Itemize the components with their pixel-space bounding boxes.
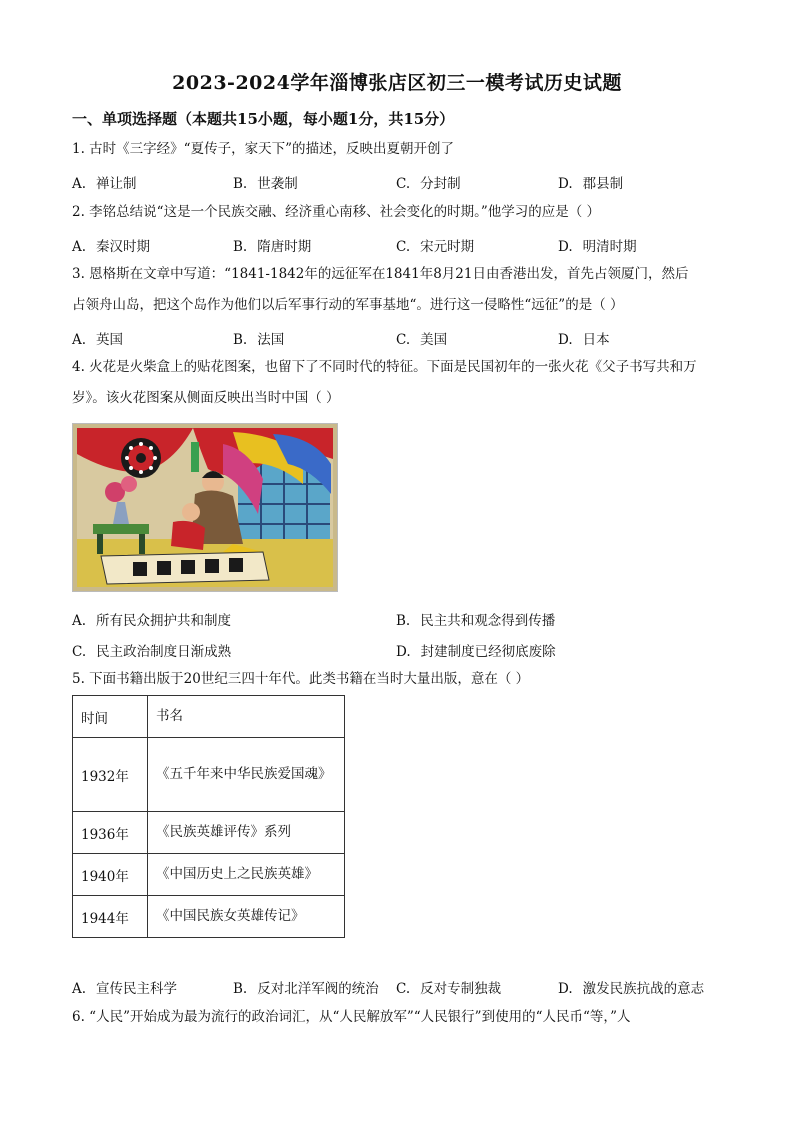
option-a[interactable]: A. 英国 [72, 332, 124, 348]
page-title: 2023-2024学年淄博张店区初三一模考试历史试题 [172, 72, 622, 94]
question-5 [72, 664, 722, 695]
question-text: 6. “人民”开始成为最为流行的政治词汇，从“人民解放军”“人民银行”到使用的“人民币“等，”人 [72, 1009, 631, 1025]
option-d[interactable]: D. 明清时期 [558, 239, 637, 255]
option-c[interactable]: C. 反对专制独裁 [396, 981, 502, 997]
question-text-line-1: 3. 恩格斯在文章中写道：“1841-1842年的远征军在1841年8月21日由香港出发，首先占领厦门，然后 [72, 266, 689, 282]
option-b[interactable]: B. 法国 [233, 332, 285, 348]
question-text: 2. 李铭总结说“这是一个民族交融、经济重心南移、社会变化的时期。”他学习的应是（ ） [72, 204, 601, 220]
question-text-line-1: 4. 火花是火柴盒上的贴花图案，也留下了不同时代的特征。下面是民国初年的一张火花《父子书写共和万 [72, 359, 697, 375]
option-a[interactable]: A. 秦汉时期 [72, 239, 151, 255]
table-header-title: 书名 [148, 696, 345, 738]
question-3-options [72, 328, 722, 348]
question-5-options [72, 977, 722, 997]
question-4 [72, 352, 722, 414]
option-c[interactable]: C. 美国 [396, 332, 448, 348]
table-row: 1940年 《中国历史上之民族英雄》 [73, 854, 345, 896]
option-b[interactable]: B. 反对北洋军阀的统治 [233, 981, 379, 997]
option-b[interactable]: B. 世袭制 [233, 176, 298, 192]
option-b[interactable]: B. 民主共和观念得到传播 [396, 613, 556, 629]
books-table [72, 695, 345, 938]
option-a[interactable]: A. 宣传民主科学 [72, 981, 178, 997]
table-header-row [73, 696, 345, 738]
question-6 [72, 1002, 722, 1033]
matchbox-label-image [72, 423, 338, 592]
option-c[interactable]: C. 宋元时期 [396, 239, 475, 255]
question-4-options-row-2 [72, 640, 722, 660]
question-text: 1. 古时《三字经》“夏传子，家天下”的描述，反映出夏朝开创了 [72, 141, 454, 157]
question-1-options [72, 172, 722, 192]
question-3 [72, 259, 722, 321]
section-heading: 一、单项选择题（本题共15小题，每小题1分，共15分） [72, 110, 455, 128]
table-header-time: 时间 [73, 696, 148, 738]
option-d[interactable]: D. 郡县制 [558, 176, 624, 192]
option-a[interactable]: A. 禅让制 [72, 176, 137, 192]
question-text: 5. 下面书籍出版于20世纪三四十年代。此类书籍在当时大量出版，意在（ ） [72, 671, 530, 687]
table-row: 1932年 《五千年来中华民族爱国魂》 [73, 738, 345, 812]
table-row: 1944年 《中国民族女英雄传记》 [73, 896, 345, 938]
option-c[interactable]: C. 民主政治制度日渐成熟 [72, 644, 232, 660]
option-d[interactable]: D. 激发民族抗战的意志 [558, 981, 705, 997]
question-2 [72, 197, 722, 228]
question-4-options-row-1 [72, 609, 722, 629]
question-text-line-2: 岁》。该火花图案从侧面反映出当时中国（ ） [72, 390, 340, 406]
question-2-options [72, 235, 722, 255]
option-a[interactable]: A. 所有民众拥护共和制度 [72, 613, 232, 629]
question-1 [72, 134, 722, 165]
option-d[interactable]: D. 日本 [558, 332, 610, 348]
option-c[interactable]: C. 分封制 [396, 176, 461, 192]
option-d[interactable]: D. 封建制度已经彻底废除 [396, 644, 556, 660]
matchbox-illustration [73, 424, 337, 591]
option-b[interactable]: B. 隋唐时期 [233, 239, 312, 255]
question-text-line-2: 占领舟山岛，把这个岛作为他们以后军事行动的军事基地“。进行这一侵略性“远征”的是（ ） [72, 297, 624, 313]
table-row: 1936年 《民族英雄评传》系列 [73, 812, 345, 854]
